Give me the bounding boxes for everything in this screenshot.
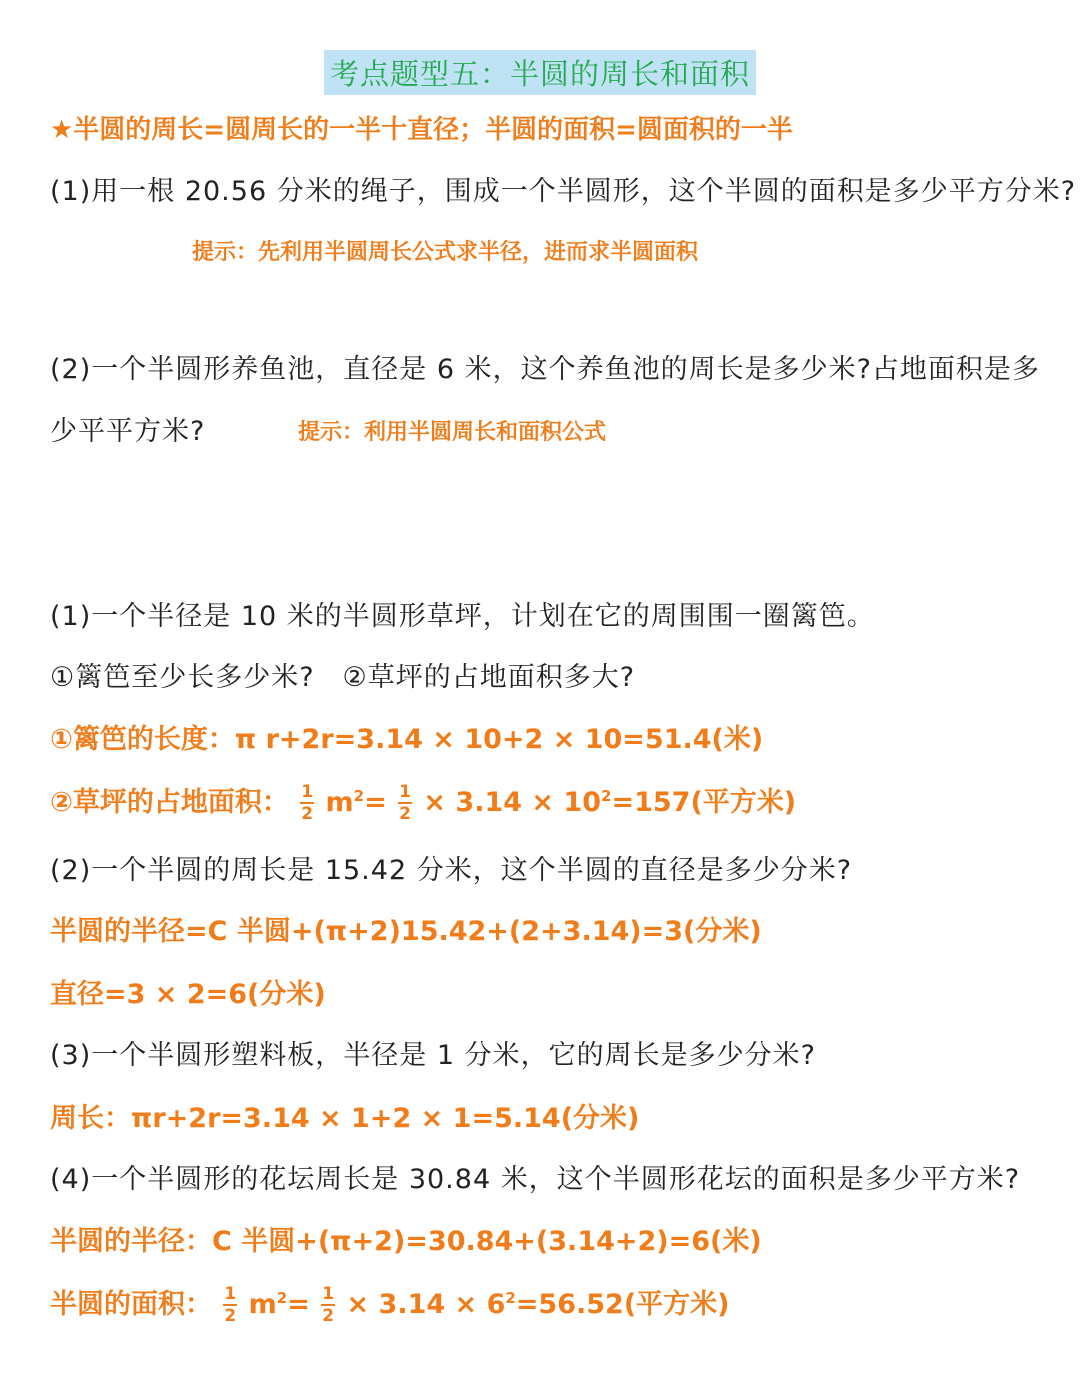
example-1-question: (1)一个半径是 10 米的半圆形草坪，计划在它的周围围一圈篱笆。 <box>50 601 875 632</box>
example-2-answer-2: 直径=3 × 2=6(分米) <box>50 979 326 1010</box>
superscript: 2 <box>601 787 612 805</box>
example-1-answer-2 <box>50 784 796 823</box>
practice-question-2-line-1: (2)一个半圆形养鱼池，直径是 6 米，这个养鱼池的周长是多少米?占地面积是多 <box>50 354 1040 385</box>
example-4-question: (4)一个半圆形的花坛周长是 30.84 米，这个半圆形花坛的面积是多少平方米? <box>50 1164 1021 1195</box>
practice-hint-2: 提示：利用半圆周长和面积公式 <box>298 420 607 445</box>
expression-part: × 3.14 × 10 <box>423 787 602 818</box>
equals-sign: = <box>364 787 387 818</box>
example-4-answer-2-prefix: 半圆的面积： <box>50 1289 212 1320</box>
fraction-denominator: 2 <box>301 804 314 824</box>
fraction-denominator: 2 <box>224 1306 237 1326</box>
practice-question-1: (1)用一根 20.56 分米的绳子，围成一个半圆形，这个半圆的面积是多少平方分米? <box>50 176 1077 207</box>
example-1-subquestions: ①篱笆至少长多少米? ②草坪的占地面积多大? <box>50 662 636 693</box>
example-4-answer-2 <box>50 1286 730 1325</box>
variable-m: m <box>325 787 354 818</box>
example-3-answer: 周长：πr+2r=3.14 × 1+2 × 1=5.14(分米) <box>50 1103 640 1134</box>
fraction-numerator: 1 <box>399 782 411 802</box>
example-1-answer-2-prefix: ②草坪的占地面积： <box>50 787 289 818</box>
title-container <box>0 50 1080 95</box>
example-2-question: (2)一个半圆的周长是 15.42 分米，这个半圆的直径是多少分米? <box>50 855 853 886</box>
variable-m: m <box>248 1289 277 1320</box>
equals-sign: = <box>287 1289 310 1320</box>
example-2-answer-1: 半圆的半径=C 半圆+(π+2)15.42+(2+3.14)=3(分米) <box>50 916 762 947</box>
superscript: 2 <box>505 1289 516 1307</box>
page-title: 考点题型五：半圆的周长和面积 <box>324 50 756 95</box>
fraction-denominator: 2 <box>322 1306 335 1326</box>
fraction-half <box>321 1286 335 1325</box>
expression-result: =157(平方米) <box>611 787 797 818</box>
fraction-half <box>223 1286 237 1325</box>
example-1-answer-1: ①篱笆的长度：π r+2r=3.14 × 10+2 × 10=51.4(米) <box>50 724 764 755</box>
fraction-half <box>398 784 412 823</box>
example-3-question: (3)一个半圆形塑料板，半径是 1 分米，它的周长是多少分米? <box>50 1040 816 1071</box>
fraction-numerator: 1 <box>224 1284 237 1304</box>
example-4-answer-1: 半圆的半径：C 半圆+(π+2)=30.84+(3.14+2)=6(米) <box>50 1226 762 1257</box>
fraction-numerator: 1 <box>322 1284 335 1304</box>
superscript: 2 <box>353 787 365 805</box>
practice-question-2-line-2: 少平平方米? <box>50 416 206 447</box>
fraction-numerator: 1 <box>301 782 314 802</box>
expression-result: =56.52(平方米) <box>515 1289 730 1320</box>
formula-line: ★半圆的周长=圆周长的一半十直径；半圆的面积=圆面积的一半 <box>50 115 793 145</box>
superscript: 2 <box>276 1289 288 1307</box>
fraction-half <box>300 784 314 823</box>
practice-hint-1: 提示：先利用半圆周长公式求半径，进而求半圆面积 <box>192 240 699 265</box>
expression-part: × 3.14 × 6 <box>346 1289 506 1320</box>
fraction-denominator: 2 <box>399 804 411 824</box>
